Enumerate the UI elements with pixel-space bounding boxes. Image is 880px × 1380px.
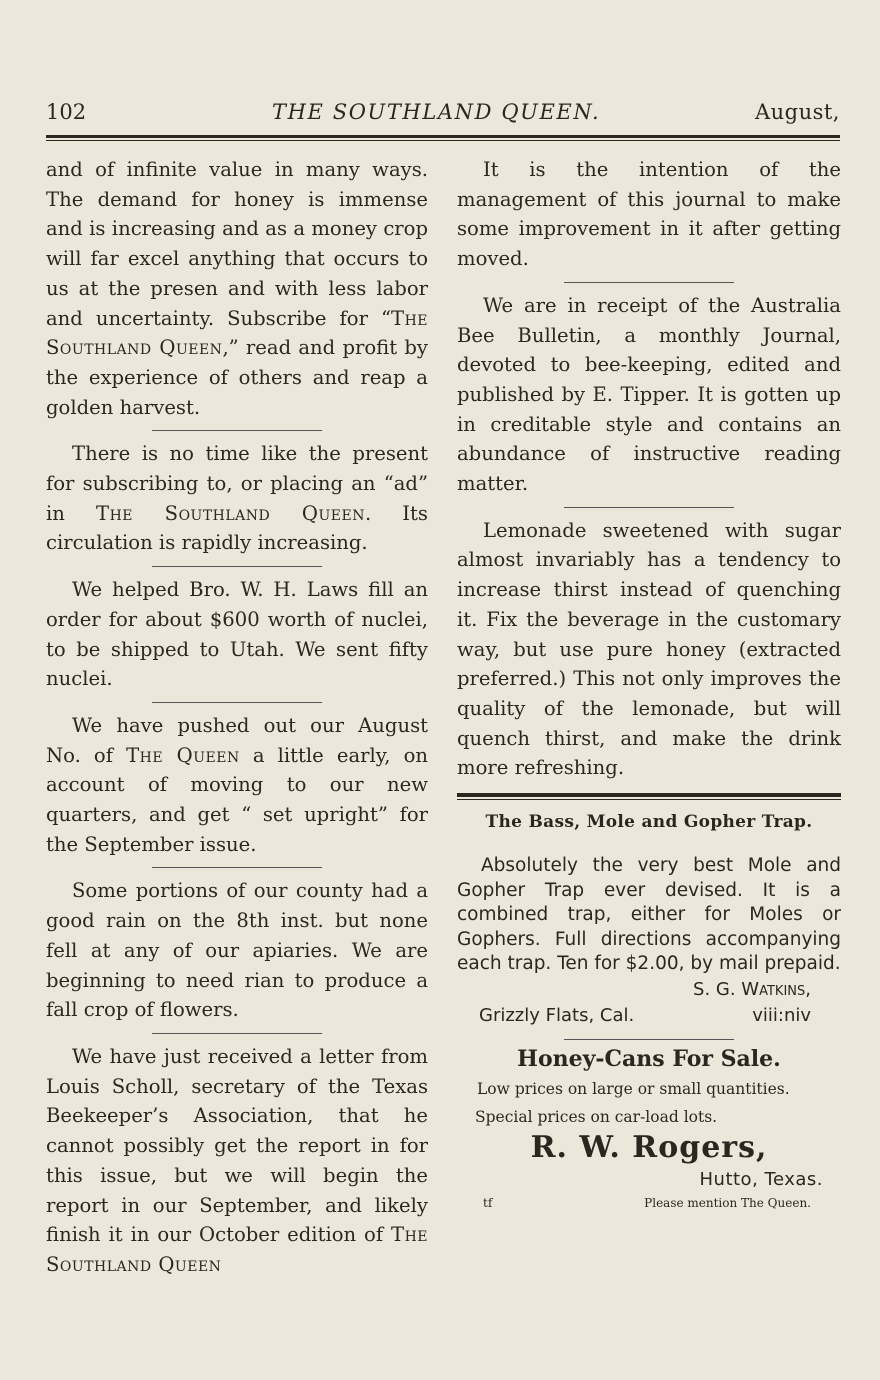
separator-rule: [152, 702, 322, 703]
paragraph-august-issue: We have pushed out our August No. of The Queen a little early, on account of moving to our new quarters, and get “ set upright” for the September issue.: [46, 713, 428, 856]
ad-headline: The Bass, Mole and Gopher Trap.: [485, 812, 813, 833]
ad-mention-note: Please mention The Queen.: [644, 1196, 811, 1211]
separator-rule: [564, 507, 734, 508]
paragraph-scholl-letter: We have just received a letter from Louis Scholl, secretary of the Texas Beekeeper’s Association, that he cannot possibly get the report in for this issue, but we will begin the report in our September, and likely finish it in our October edition of The Southland Queen: [46, 1044, 428, 1276]
separator-rule: [564, 282, 734, 283]
ad-address-line: [457, 1003, 841, 1029]
ad-headline: Honey-Cans For Sale.: [517, 1046, 781, 1073]
ad-tf-mark: tf: [483, 1196, 493, 1211]
separator-rule: [152, 566, 322, 567]
journal-title: THE SOUTHLAND QUEEN.: [272, 100, 601, 124]
ad-address: Grizzly Flats, Cal.: [479, 1005, 635, 1027]
ad-divider-rule: [457, 793, 841, 797]
ad-advertiser-name: R. W. Rogers,: [530, 1130, 768, 1166]
ad-footer: [483, 1196, 811, 1210]
separator-rule: [152, 1033, 322, 1034]
advertisement-honey-cans: [457, 1046, 841, 1210]
paragraph-subscribe: There is no time like the present for subscribing to, or placing an “ad” in The Southland Queen. Its circulation is rapidly increasing.: [46, 442, 428, 555]
page-header: [46, 100, 840, 134]
issue-month: August,: [754, 100, 840, 124]
advertisement-gopher-trap: [457, 812, 841, 1029]
paragraph-rain: Some portions of our county had a good rain on the 8th inst. but none fell at any of our apiaries. We are beginning to need rian to produce a fall crop of flowers.: [46, 879, 428, 1022]
paragraph-honey-value: and of infinite value in many ways. The demand for honey is immense and is increasing and as a money crop will far excel anything that occurs to us at the presen and with less labor and uncertainty. Subscribe for “The Southland Queen,” read and profit by the experience of others and reap a golden harvest.: [46, 158, 428, 419]
paragraph-bee-bulletin: We are in receipt of the Australia Bee Bulletin, a monthly Journal, devoted to bee-keeping, edited and published by E. Tipper. It is gotten up in creditable style and contains an abundance of instructive reading matter.: [457, 293, 841, 496]
left-column: [46, 155, 428, 1280]
separator-rule: [152, 867, 322, 868]
ad-address: Hutto, Texas.: [699, 1169, 823, 1191]
ad-line: Special prices on car-load lots.: [475, 1108, 718, 1127]
page-number: 102: [46, 100, 87, 124]
separator-rule: [152, 430, 322, 431]
paragraph-improvement: It is the intention of the management of this journal to make some improvement in it after getting moved.: [457, 158, 841, 271]
ad-divider-rule-thin: [457, 799, 841, 800]
ad-advertiser-name: S. G. Watkins,: [693, 979, 811, 1001]
ad-line: Low prices on large or small quantities.: [477, 1080, 790, 1099]
paragraph-nuclei: We helped Bro. W. H. Laws fill an order for about $600 worth of nuclei, to be shipped to Utah. We sent fifty nuclei.: [46, 578, 428, 691]
paragraph-lemonade: Lemonade sweetened with sugar almost invariably has a tendency to increase thirst instead of quenching it. Fix the beverage in the customary way, but use pure honey (extracted preferred.) This not only improves the quality of the lemonade, but will quench thirst, and make the drink more refreshing.: [457, 518, 841, 780]
ad-body: Absolutely the very best Mole and Gopher Trap ever devised. It is a combined trap, either for Moles or Gophers. Full directions accompanying each trap. Ten for $2.00, by mail prepaid.: [457, 855, 841, 975]
header-rule: [46, 135, 840, 138]
right-column: [457, 155, 841, 1210]
ad-code: viii:niv: [752, 1005, 811, 1027]
separator-rule: [564, 1039, 734, 1040]
header-rule-thin: [46, 140, 840, 141]
